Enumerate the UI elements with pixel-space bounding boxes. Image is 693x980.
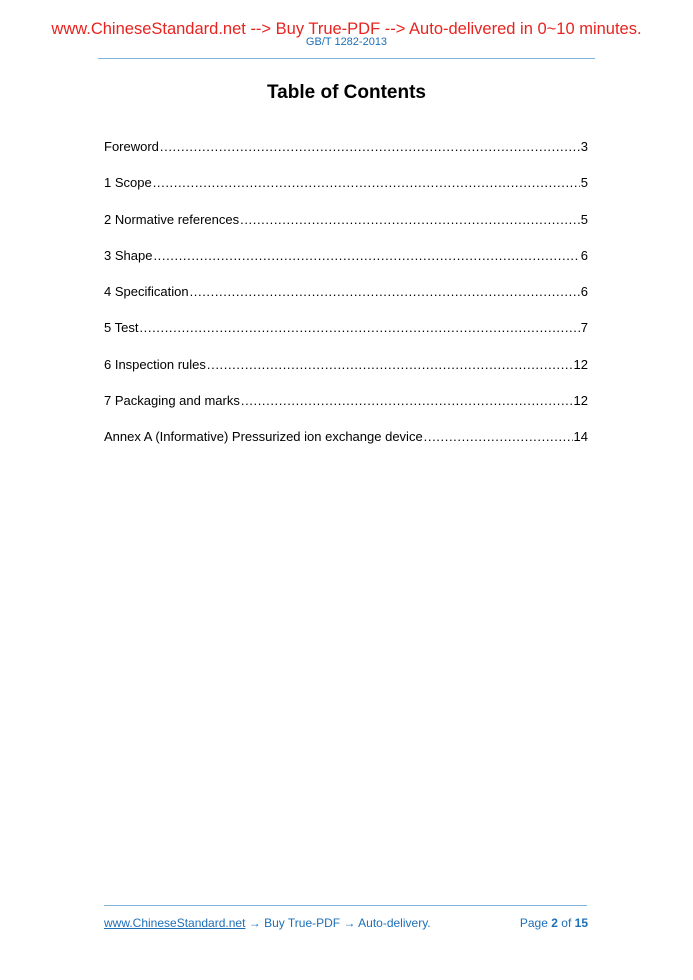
toc-entry-page: 5 [580, 211, 588, 227]
toc-dot-leader [190, 283, 580, 300]
toc-dot-leader [139, 319, 579, 336]
toc-dot-leader [207, 356, 573, 373]
total-pages-number: 15 [574, 916, 588, 930]
toc-dot-leader [241, 392, 573, 409]
footer-promo [104, 915, 431, 931]
toc-entry-inspection-rules[interactable] [104, 356, 588, 392]
toc-entry-label: Foreword [104, 139, 159, 154]
toc-entry-label: Annex A (Informative) Pressurized ion exchange device [104, 429, 423, 445]
toc-dot-leader [240, 211, 580, 228]
toc-dot-leader [160, 138, 580, 155]
page-footer [104, 915, 588, 933]
delivery-text: Auto-delivery. [358, 916, 431, 930]
toc-entry-page: 6 [580, 284, 588, 300]
of-label: of [561, 916, 572, 930]
page-title: Table of Contents [266, 82, 427, 103]
toc-entry-label: 2 Normative references [104, 211, 240, 227]
page-counter [520, 915, 588, 931]
table-of-contents [104, 138, 588, 465]
toc-entry-page: 3 [580, 139, 588, 154]
toc-entry-label: 6 Inspection rules [104, 356, 206, 372]
toc-entry-foreword[interactable] [104, 138, 588, 174]
footer-divider [104, 905, 587, 906]
toc-entry-annex-a[interactable] [104, 428, 588, 464]
toc-entry-page: 14 [573, 429, 588, 445]
toc-entry-page: 5 [580, 175, 588, 191]
toc-entry-scope[interactable] [104, 174, 588, 210]
toc-entry-label: 5 Test [104, 320, 139, 336]
toc-entry-test[interactable] [104, 319, 588, 355]
toc-entry-label: 3 Shape [104, 247, 153, 263]
toc-entry-shape[interactable] [104, 247, 588, 283]
toc-entry-label: 4 Specification [104, 284, 189, 300]
header-divider [98, 58, 595, 59]
toc-entry-normative-references[interactable] [104, 211, 588, 247]
buy-text: Buy True-PDF [264, 916, 341, 930]
current-page-number: 2 [551, 916, 558, 930]
toc-entry-packaging-and-marks[interactable] [104, 392, 588, 428]
arrow-right-icon: → [343, 916, 356, 930]
toc-entry-page: 7 [580, 320, 588, 336]
site-link[interactable]: www.ChineseStandard.net [104, 916, 246, 930]
toc-entry-specification[interactable] [104, 283, 588, 319]
arrow-right-icon: → [248, 916, 261, 930]
standard-code: GB/T 1282-2013 [305, 36, 388, 48]
promo-banner: www.ChineseStandard.net --> Buy True-PDF --> Auto-delivered in 0~10 minutes. [51, 20, 642, 38]
toc-entry-page: 6 [580, 247, 588, 263]
page-label: Page [519, 916, 548, 930]
toc-dot-leader [153, 174, 580, 191]
toc-dot-leader [153, 247, 579, 264]
toc-entry-label: 7 Packaging and marks [104, 393, 240, 409]
toc-entry-page: 12 [573, 393, 588, 409]
toc-entry-page: 12 [573, 356, 588, 372]
toc-dot-leader [424, 428, 573, 445]
toc-entry-label: 1 Scope [104, 175, 152, 191]
